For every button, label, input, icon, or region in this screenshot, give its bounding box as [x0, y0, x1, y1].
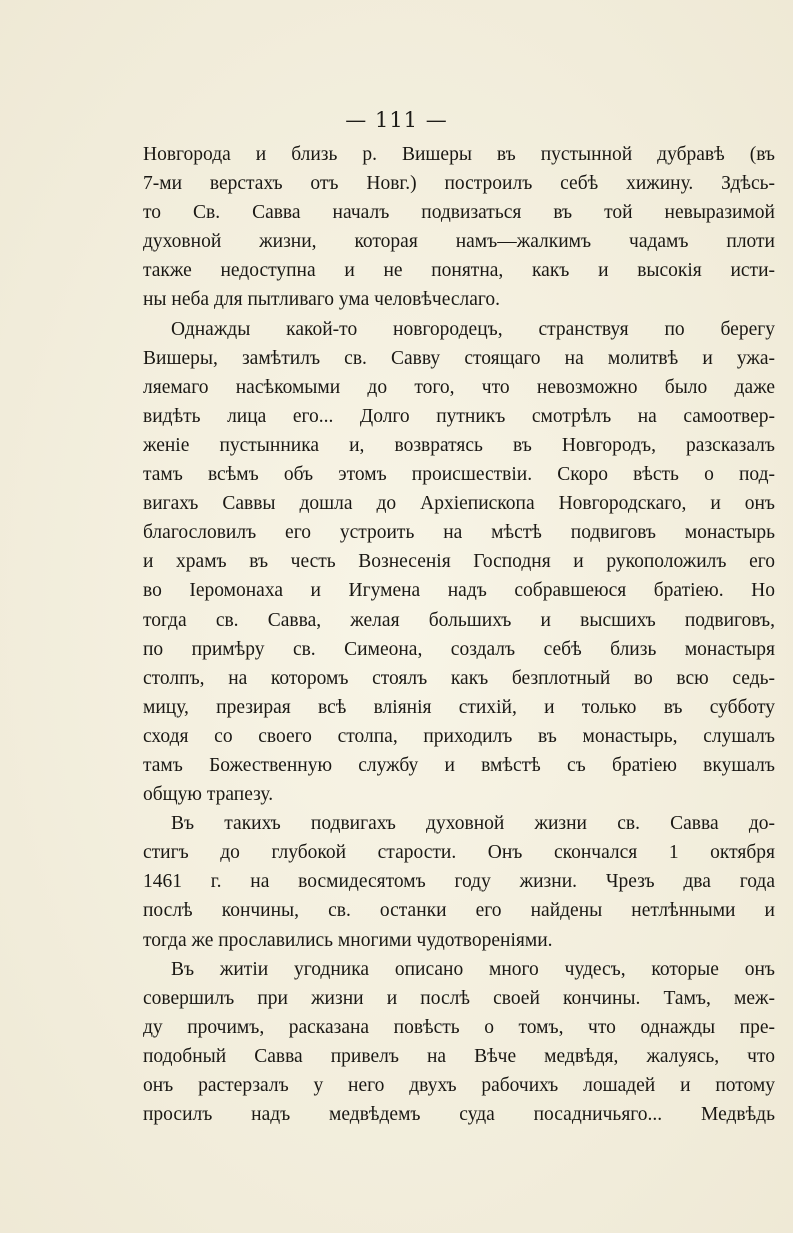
text-line: тамъ Божественную службу и вмѣстѣ съ братіею вкушалъ: [143, 754, 775, 776]
text-line: также недоступна и не понятна, какъ и высокія исти-: [143, 260, 775, 282]
text-line: 1461 г. на восмидесятомъ году жизни. Чрезъ два года: [143, 871, 775, 893]
text-line: ляемаго насѣкомыми до того, что невозможно было даже: [143, 376, 775, 398]
text-line: столпъ, на которомъ стоялъ какъ безплотный во всю седь-: [143, 667, 775, 689]
paragraph-2: [143, 315, 775, 810]
text-line: Однажды какой-то новгородецъ, странствуя по берегу: [171, 318, 775, 340]
text-line: Вишеры, замѣтилъ св. Савву стоящаго на молитвѣ и ужа-: [143, 347, 775, 369]
text-line: послѣ кончины, св. останки его найдены нетлѣнными и: [143, 900, 775, 922]
text-line: онъ растерзалъ у него двухъ рабочихъ лошадей и потому: [143, 1075, 775, 1096]
text-line: тогда же прославились многими чудотвореніями.: [143, 929, 553, 951]
text-line: Новгорода и близь р. Вишеры въ пустынной дубравѣ (въ: [143, 144, 775, 165]
text-line: 7-ми верстахъ отъ Новг.) построилъ себѣ хижину. Здѣсь-: [143, 173, 775, 195]
text-line: видѣть лица его... Долго путникъ смотрѣлъ на самоотвер-: [143, 405, 775, 427]
paragraph-1: [143, 140, 775, 315]
text-line: тамъ всѣмъ объ этомъ происшествіи. Скоро вѣсть о под-: [143, 464, 775, 486]
body-text: [143, 140, 775, 1129]
text-line: общую трапезу.: [143, 784, 274, 806]
text-line: мицу, презирая всѣ вліянія стихій, и только въ субботу: [143, 696, 775, 718]
page-number: — 111 —: [345, 108, 448, 132]
text-line: женіе пустынника и, возвратясь въ Новгородъ, разсказалъ: [143, 434, 775, 456]
text-line: и храмъ въ честь Вознесенія Господня и рукоположилъ его: [143, 551, 775, 573]
text-line: сходя со своего столпа, приходилъ въ монастырь, слушалъ: [143, 725, 775, 747]
text-line: вигахъ Саввы дошла до Архіепископа Новгородскаго, и онъ: [143, 493, 775, 515]
text-line: благословилъ его устроить на мѣстѣ подвиговъ монастырь: [143, 522, 775, 544]
text-line: ны неба для пытливаго ума человѣчеслаго.: [143, 289, 501, 311]
text-line: во Іеромонаха и Игумена надъ собравшеюся братіею. Но: [143, 580, 775, 602]
text-line: подобный Савва привелъ на Вѣче медвѣдя, жалуясь, что: [143, 1045, 775, 1067]
text-line: Въ житіи угодника описано много чудесъ, которые онъ: [171, 958, 775, 980]
text-line: просилъ надъ медвѣдемъ суда посадничьяго... Медвѣдь: [143, 1104, 775, 1126]
text-line: стигъ до глубокой старости. Онъ скончался 1 октября: [143, 842, 775, 864]
paragraph-4: [143, 955, 775, 1130]
text-line: духовной жизни, которая намъ—жалкимъ чадамъ плоти: [143, 231, 775, 253]
text-line: тогда св. Савва, желая большихъ и высшихъ подвиговъ,: [143, 609, 775, 631]
paragraph-3: [143, 809, 775, 954]
text-line: по примѣру св. Симеона, создалъ себѣ близь монастыря: [143, 638, 775, 660]
text-line: совершилъ при жизни и послѣ своей кончины. Тамъ, меж-: [143, 987, 775, 1009]
text-line: то Св. Савва началъ подвизаться въ той невыразимой: [143, 202, 775, 224]
text-line: Въ такихъ подвигахъ духовной жизни св. Савва до-: [171, 813, 775, 835]
text-line: ду прочимъ, расказана повѣсть о томъ, что однажды пре-: [143, 1016, 775, 1038]
